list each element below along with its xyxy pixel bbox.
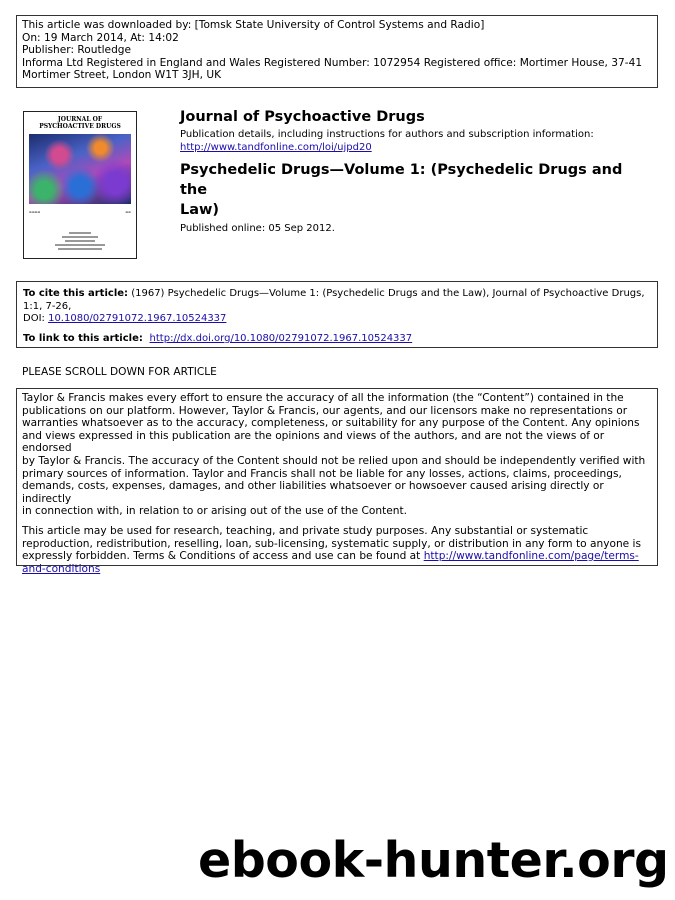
terms-link[interactable]: http://www.tandfonline.com/page/terms-	[423, 550, 639, 563]
link-label: To link to this article:	[23, 332, 147, 344]
disclaimer-line: primary sources of information. Taylor and Francis shall not be liable for any losses, actions, claims, proceedings,	[22, 467, 622, 480]
doi-link[interactable]: 10.1080/02791072.1967.10524337	[48, 313, 227, 324]
article-header	[180, 108, 650, 235]
publisher-line: Publisher: Routledge	[22, 44, 132, 57]
cover-text-lines	[29, 232, 131, 250]
cite-label: To cite this article:	[23, 288, 129, 299]
cover-meta: ▬▬▬▬ ▬▬	[29, 210, 131, 214]
disclaimer-line: publications on our platform. However, Taylor & Francis, our agents, and our licensors make no representations or	[22, 404, 628, 417]
usage-line: This article may be used for research, teaching, and private study purposes. Any substantial or systematic	[22, 524, 589, 537]
article-link[interactable]: http://dx.doi.org/10.1080/02791072.1967.10524337	[149, 332, 413, 344]
terms-link-continued[interactable]: and-conditions	[22, 562, 101, 575]
journal-link[interactable]: http://www.tandfonline.com/loi/ujpd20	[180, 142, 372, 153]
disclaimer-line: demands, costs, expenses, damages, and other liabilities whatsoever or howsoever caused arising directly or indirectly	[22, 480, 604, 505]
cite-text: (1967) Psychedelic Drugs—Volume 1: (Psychedelic Drugs and the Law), Journal of Psychoactive Drugs, 1:1, 7-26,	[23, 288, 645, 312]
registration-line: Informa Ltd Registered in England and Wales Registered Number: 1072954 Registered office: Mortimer House, 37-41	[22, 56, 643, 69]
cite-line	[23, 288, 651, 313]
cover-title: JOURNAL OF PSYCHOACTIVE DRUGS	[39, 116, 121, 130]
journal-title: Journal of Psychoactive Drugs	[180, 109, 425, 125]
disclaimer-box	[16, 388, 658, 575]
watermark: ebook-hunter.org	[198, 832, 669, 889]
published-online: Published online: 05 Sep 2012.	[180, 223, 335, 234]
disclaimer-line: in connection with, in relation to or arising out of the use of the Content.	[22, 505, 407, 518]
publication-details: Publication details, including instructions for authors and subscription information:	[180, 129, 594, 140]
citation-box	[16, 281, 658, 348]
doi-line	[23, 313, 651, 326]
address-line: Mortimer Street, London W1T 3JH, UK	[22, 69, 222, 82]
article-link-line	[23, 333, 651, 346]
download-date-line: On: 19 March 2014, At: 14:02	[22, 31, 179, 44]
usage-line: reproduction, redistribution, reselling, loan, sub-licensing, systematic supply, or distribution in any form to anyone is	[22, 537, 642, 550]
cover-artwork	[29, 134, 131, 204]
journal-cover-image	[23, 111, 137, 259]
doi-label: DOI:	[23, 313, 49, 324]
disclaimer-line: warranties whatsoever as to the accuracy, completeness, or suitability for any purpose of the Content. Any opinions	[22, 417, 640, 430]
download-info-box	[16, 15, 658, 88]
disclaimer-paragraph	[22, 392, 652, 518]
disclaimer-line: by Taylor & Francis. The accuracy of the Content should not be relied upon and should be independently verified with	[22, 454, 646, 467]
usage-line: expressly forbidden. Terms & Conditions of access and use can be found at	[22, 550, 424, 563]
disclaimer-line: and views expressed in this publication are the opinions and views of the authors, and are not the views of or endorsed	[22, 429, 605, 455]
download-info-line: This article was downloaded by: [Tomsk State University of Control Systems and Radio]	[22, 19, 485, 31]
usage-paragraph	[22, 525, 652, 575]
article-title: Psychedelic Drugs—Volume 1: (Psychedelic Drugs and the Law)	[180, 162, 623, 218]
scroll-note: PLEASE SCROLL DOWN FOR ARTICLE	[22, 366, 217, 378]
disclaimer-line: Taylor & Francis makes every effort to ensure the accuracy of all the information (the “Content”) contained in the	[22, 392, 624, 404]
